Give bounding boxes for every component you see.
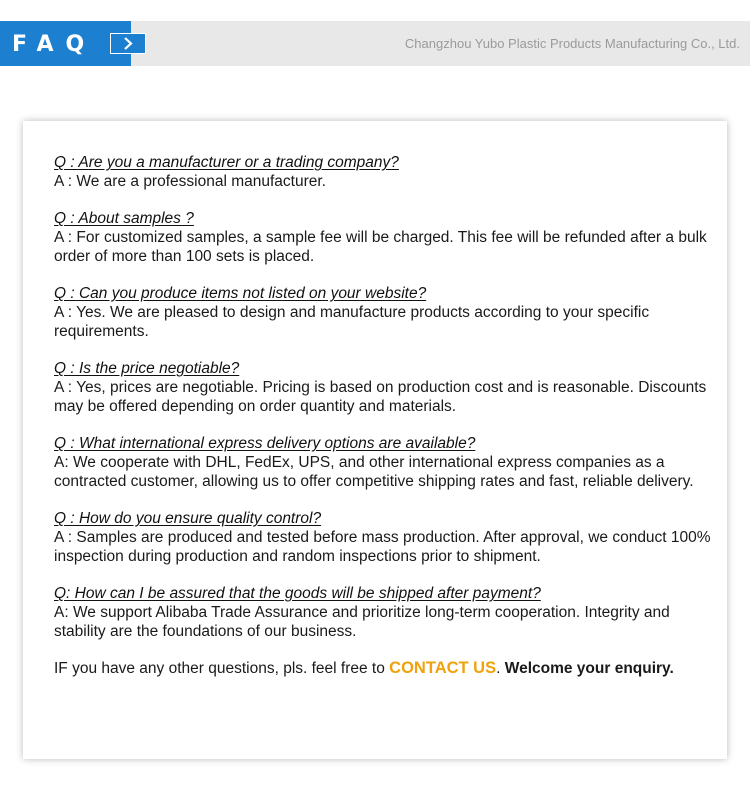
faq-item (54, 509, 714, 566)
faq-answer: A: We support Alibaba Trade Assurance and prioritize long-term cooperation. Integrity and stability are the foundations of our business. (54, 604, 670, 640)
faq-answer: A : For customized samples, a sample fee will be charged. This fee will be refunded after a bulk order of more than 100 sets is placed. (54, 229, 707, 265)
faq-item (54, 153, 714, 191)
faq-question: Q : About samples ? (54, 210, 194, 227)
faq-item (54, 284, 714, 341)
faq-list (54, 153, 714, 678)
faq-item (54, 359, 714, 416)
faq-question: Q : How do you ensure quality control? (54, 510, 322, 527)
faq-item (54, 434, 714, 491)
faq-answer: A : We are a professional manufacturer. (54, 173, 326, 190)
faq-card (23, 121, 727, 759)
faq-question: Q: How can I be assured that the goods will be shipped after payment? (54, 585, 541, 602)
faq-answer: A : Yes. We are pleased to design and manufacture products according to your specific requirements. (54, 304, 650, 340)
welcome-text: Welcome your enquiry. (500, 660, 674, 677)
chevron-right-icon (122, 37, 134, 50)
company-name: Changzhou Yubo Plastic Products Manufacturing Co., Ltd. (404, 36, 740, 51)
contact-us-link[interactable]: CONTACT US (389, 659, 497, 677)
chevron-right-button[interactable] (110, 33, 146, 54)
closing-period: . (496, 660, 501, 677)
faq-title: FAQ (12, 32, 97, 57)
faq-item (54, 209, 714, 266)
faq-answer: A : Yes, prices are negotiable. Pricing is based on production cost and is reasonable. Discounts may be offered depending on order quantity and materials. (54, 379, 707, 415)
faq-item (54, 584, 714, 641)
faq-answer: A: We cooperate with DHL, FedEx, UPS, and other international express companies as a contracted customer, allowing us to offer competitive shipping rates and fast, reliable delivery. (54, 454, 694, 490)
closing-text (54, 659, 714, 678)
faq-answer: A : Samples are produced and tested before mass production. After approval, we conduct 100% inspection during production and random inspections prior to shipment. (54, 529, 711, 565)
closing-prefix: IF you have any other questions, pls. feel free to (54, 660, 390, 677)
faq-question: Q : Is the price negotiable? (54, 360, 240, 377)
faq-question: Q : Are you a manufacturer or a trading company? (54, 154, 399, 171)
faq-question: Q : Can you produce items not listed on your website? (54, 285, 427, 302)
faq-question: Q : What international express delivery options are available? (54, 435, 476, 452)
